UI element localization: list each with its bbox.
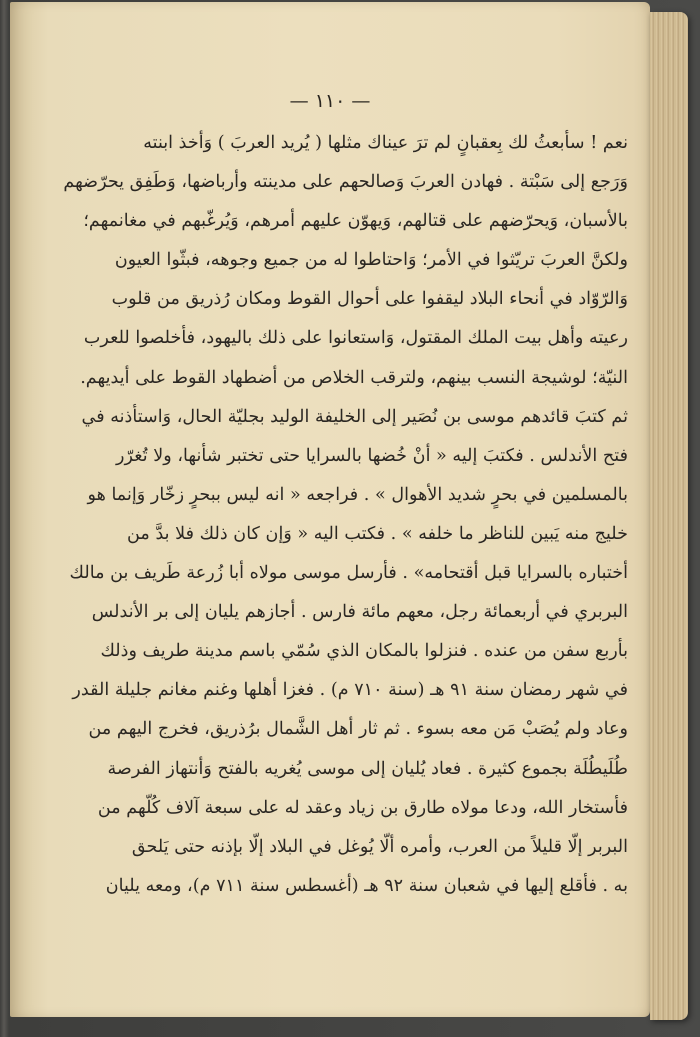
text-line: البربر إلّا قليلاً من العرب، وأمره ألّا يُوغل في البلاد إلّا بإذنه حتى يَلحق <box>131 836 628 857</box>
text-line: بالأسبان، وَيحرّضهم على قتالهم، وَيهوّن عليهم أمرهم، وَيُرغّبهم في مغانمهم؛ <box>83 211 628 232</box>
body-text <box>60 124 628 906</box>
text-line: في شهر رمضان سنة ٩١ هـ (سنة ٧١٠ م) . فغزا أهلها وغنم مغانم جليلة القدر <box>72 680 628 701</box>
text-line: فأستخار الله، ودعا مولاه طارق بن زياد وعقد له على سبعة آلاف كُلّهم من <box>97 797 628 818</box>
text-line: ثم كتبَ قائدهم موسى بن نُصَير إلى الخليفة الوليد بجليّة الحال، وَاستأذنه في <box>81 406 628 427</box>
text-line: وَالرّوّاد في أنحاء البلاد ليقفوا على أحوال القوط ومكان رُذريق من قلوب <box>111 289 628 310</box>
text-line: نعم ! سأبعثُ لك بِعقبانٍ لم ترَ عيناك مثلها ( يُريد العربَ ) وَأخذ ابنته <box>143 133 628 153</box>
text-line: النيّة؛ لوشيجة النسب بينهم، ولترقب الخلاص من أضطهاد القوط على أيديهم. <box>80 367 628 388</box>
text-line: وَرَجع إلى سَبْتة . فهادن العربَ وَصالحهم على مدينته وأرباضها، وَطَفِق يحرّضهم <box>63 172 628 193</box>
text-line: وعاد ولم يُصَبْ مَن معه بسوء . ثم ثار أهل الشَّمال برُذريق، فخرج اليهم من <box>88 719 628 740</box>
text-line: بأربع سفن من عنده . فنزلوا بالمكان الذي سُمّي باسم مدينة طريف وذلك <box>100 641 628 662</box>
text-line: ولكنَّ العربَ تريّثوا في الأمر؛ وَاحتاطوا له من جميع وجوهه، فبثّوا العيون <box>114 250 628 271</box>
text-line: به . فأقلع إليها في شعبان سنة ٩٢ هـ (أغسطس سنة ٧١١ م)، ومعه يليان <box>105 875 628 896</box>
text-line: رعيته وأهل بيت الملك المقتول، وَاستعانوا على ذلك باليهود، فأخلصوا للعرب <box>83 328 628 349</box>
page-number: — ١١٠ — <box>289 90 371 112</box>
text-line: البربري في أربعمائة رجل، معهم مائة فارس . أجازهم يليان إلى بر الأندلس <box>91 602 628 623</box>
text-line: فتح الأندلس . فكتبَ إليه « أنْ خُضها بالسرايا حتى تختبر شأنها، ولا تُغرّر <box>116 445 628 466</box>
text-line: أختباره بالسرايا قبل أقتحامه» . فأرسل موسى مولاه أبا زُرعة طَريف بن مالك <box>69 563 628 584</box>
book-page <box>10 2 650 1017</box>
text-line: خليج منه يَبين للناظر ما خلفه » . فكتب اليه « وَإن كان ذلك فلا بدَّ من <box>127 523 628 544</box>
text-line: طُلَيطُلَة بجموع كثيرة . فعاد يُليان إلى موسى يُغريه بالفتح وَأنتهاز الفرصة <box>107 758 628 779</box>
text-line: بالمسلمين في بحرٍ شديد الأهوال » . فراجعه « انه ليس ببحرٍ زخّار وَإنما هو <box>87 484 628 505</box>
page-edges <box>650 12 688 1020</box>
